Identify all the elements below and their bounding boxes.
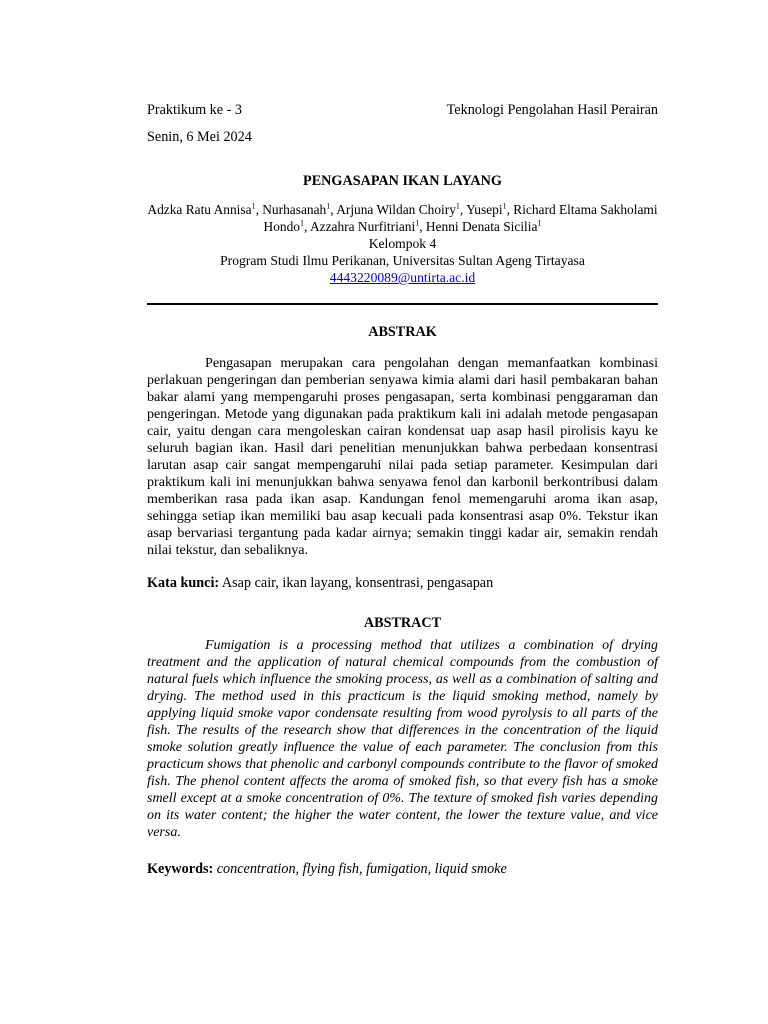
group-name: Kelompok 4 [368, 236, 437, 251]
date-line: Senin, 6 Mei 2024 [147, 129, 252, 145]
abstrak-body: Pengasapan merupakan cara pengolahan dengan memanfaatkan kombinasi perlakuan pengeringan dan pemberian senyawa kimia alami dari hasil pembakaran bahan bakar alami yang mempengaruhi proses pengasapan, serta kombinasi penggaraman dan pengeringan. Metode yang digunakan pada praktikum kali ini adalah metode pengasapan cair, yaitu dengan cara mengoleskan cairan kondensat uap asap hasil pirolisis kayu ke seluruh bagian ikan. Hasil dari penelitian menunjukkan bahwa perbedaan konsentrasi larutan asap cair sangat mempengaruhi nilai pada setiap parameter. Kesimpulan dari praktikum kali ini menunjukkan bahwa senyawa fenol dan karbonil berkontribusi dalam memberikan rasa pada ikan asap. Kandungan fenol memengaruhi aroma ikan asap, sehingga setiap ikan memiliki bau asap kecuali pada konsentrasi asap 0%. Tekstur ikan asap bervariasi tergantung pada kadar airnya; semakin tinggi kadar air, semakin rendah nilai tekstur, dan sebaliknya. [147, 355, 658, 558]
author-name: Richard Eltama Sakholami Hondo [263, 202, 658, 234]
author-name: Nurhasanah [262, 202, 327, 217]
running-header [147, 100, 658, 120]
author-name: Henni Denata Sicilia [425, 219, 538, 234]
author-affiliation-mark: 1 [502, 201, 507, 211]
abstrak-keywords [147, 574, 658, 592]
author-name: Azzahra Nurfitriani [309, 219, 416, 234]
abstract-keywords [147, 860, 658, 878]
practicum-number: Praktikum ke - 3 [147, 102, 242, 118]
email-line [147, 269, 658, 286]
author-affiliation-mark: 1 [300, 218, 304, 228]
email-link[interactable]: 4443220089@untirta.ac.id [329, 270, 476, 285]
abstrak-heading: ABSTRAK [368, 324, 437, 340]
course-name: Teknologi Pengolahan Hasil Perairan [446, 102, 658, 118]
institution: Program Studi Ilmu Perikanan, Universitas Sultan Ageng Tirtayasa [220, 253, 585, 268]
abstract-keywords-label: Keywords: [147, 861, 214, 877]
document-page [147, 100, 658, 878]
abstract-body: Fumigation is a processing method that utilizes a combination of drying treatment and the application of natural chemical compounds from the combustion of natural fuels which influence the smoking process, as well as a combination of salting and drying. The method used in this practicum is the liquid smoking method, namely by applying liquid smoke vapor condensate resulting from wood pyrolysis to all parts of the fish. The results of the research show that differences in the concentration of the liquid smoke solution greatly influence the value of each parameter. The conclusion from this practicum shows that phenolic and carbonyl compounds contribute to the flavor of smoked fish. The phenol content affects the aroma of smoked fish, so that every fish has a smoke smell except at a smoke concentration of 0%. The texture of smoked fish varies depending on its water content; the higher the water content, the lower the texture value, and vice versa. [147, 638, 658, 840]
author-name: Arjuna Wildan Choiry [336, 202, 456, 217]
author-list: Adzka Ratu Annisa$^1$, Nurhasanah$^1$, Arjuna Wildan Choiry$^1$, Yusepi$^1$, Richard Eltama Sakholami Hondo$^1$, Azzahra Nurfitriani$^1$, Henni Denata Sicilia$^1$ [147, 201, 658, 234]
abstrak-keywords-value: Asap cair, ikan layang, konsentrasi, pengasapan [221, 575, 494, 591]
abstract-heading: ABSTRACT [363, 615, 442, 631]
author-name: Yusepi [466, 202, 503, 217]
author-affiliation-mark: 1 [537, 218, 542, 228]
header-divider [147, 303, 658, 305]
author-affiliation-mark: 1 [455, 201, 460, 211]
abstrak-keywords-label: Kata kunci: [147, 575, 220, 591]
abstract-keywords-value: concentration, flying fish, fumigation, liquid smoke [216, 861, 507, 877]
author-affiliation-mark: 1 [415, 218, 420, 228]
author-name: Adzka Ratu Annisa [147, 202, 252, 217]
author-affiliation-mark: 1 [326, 201, 331, 211]
author-affiliation-mark: 1 [251, 201, 256, 211]
paper-title: PENGASAPAN IKAN LAYANG [303, 173, 502, 189]
